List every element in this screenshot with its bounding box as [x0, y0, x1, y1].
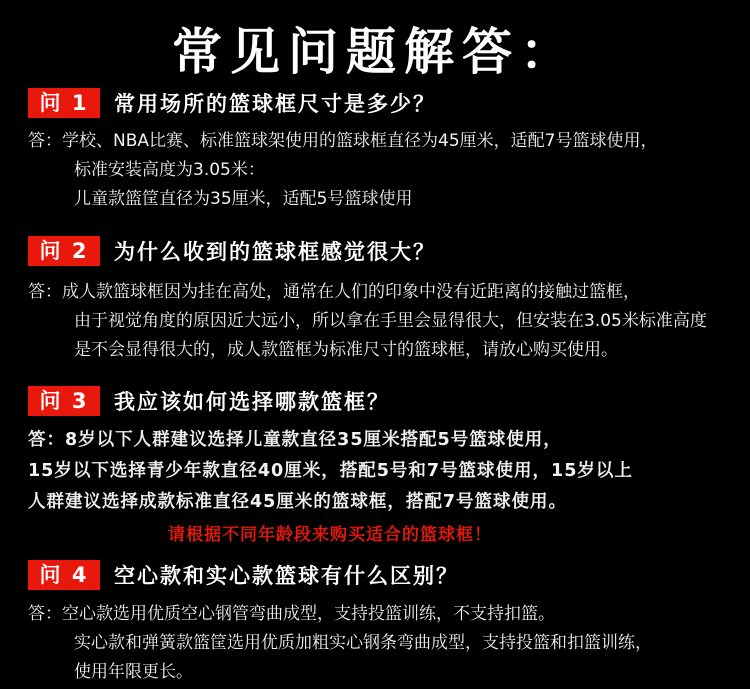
question-badge: 问 4	[28, 560, 100, 590]
answer-line: 答：8岁以下人群建议选择儿童款直径35厘米搭配5号篮球使用，	[28, 430, 562, 450]
faq-question-2	[28, 234, 436, 268]
answer-line: 儿童款篮筐直径为35厘米，适配5号篮球使用	[74, 189, 413, 209]
faq-question-1	[28, 86, 436, 120]
question-badge: 问 1	[28, 88, 100, 118]
question-badge: 问 2	[28, 236, 100, 266]
question-text: 空心款和实心款篮球有什么区别？	[114, 564, 459, 588]
answer-line: 答：空心款选用优质空心钢管弯曲成型，支持投篮训练，不支持扣篮。	[28, 604, 555, 624]
faq-question-3	[28, 384, 390, 418]
faq-answer-1	[28, 127, 657, 214]
answer-line: 答：学校、NBA比赛、标准篮球架使用的篮球框直径为45厘米，适配7号篮球使用，	[28, 131, 658, 151]
answer-line: 由于视觉角度的原因近大远小，所以拿在手里会显得很大，但安装在3.05米标准高度	[74, 311, 707, 331]
answer-line: 是不会显得很大的，成人款篮框为标准尺寸的篮球框，请放心购买使用。	[74, 340, 618, 360]
answer-line: 标准安装高度为3.05米：	[74, 160, 265, 180]
answer-line: 15岁以下选择青少年款直径40厘米，搭配5号和7号篮球使用，15岁以上	[28, 461, 633, 481]
faq-answer-3	[28, 425, 633, 518]
answer-line: 实心款和弹簧款篮筐选用优质加粗实心钢条弯曲成型，支持投篮和扣篮训练，	[74, 633, 652, 653]
question-text: 我应该如何选择哪款篮框？	[114, 390, 390, 414]
faq-answer-2	[28, 278, 707, 365]
question-text: 常用场所的篮球框尺寸是多少？	[114, 92, 436, 116]
answer-line: 使用年限更长。	[74, 662, 193, 682]
answer-line: 人群建议选择成款标准直径45厘米的篮球框，搭配7号篮球使用。	[28, 492, 568, 512]
faq-question-4	[28, 558, 459, 592]
age-tip: 请根据不同年龄段来购买适合的篮球框！	[168, 525, 492, 545]
question-badge: 问 3	[28, 386, 100, 416]
faq-answer-4	[28, 600, 652, 687]
answer-line: 答：成人款篮球框因为挂在高处，通常在人们的印象中没有近距离的接触过篮框，	[28, 282, 640, 302]
page-title: 常见问题解答：	[172, 23, 578, 81]
question-text: 为什么收到的篮球框感觉很大？	[114, 240, 436, 264]
